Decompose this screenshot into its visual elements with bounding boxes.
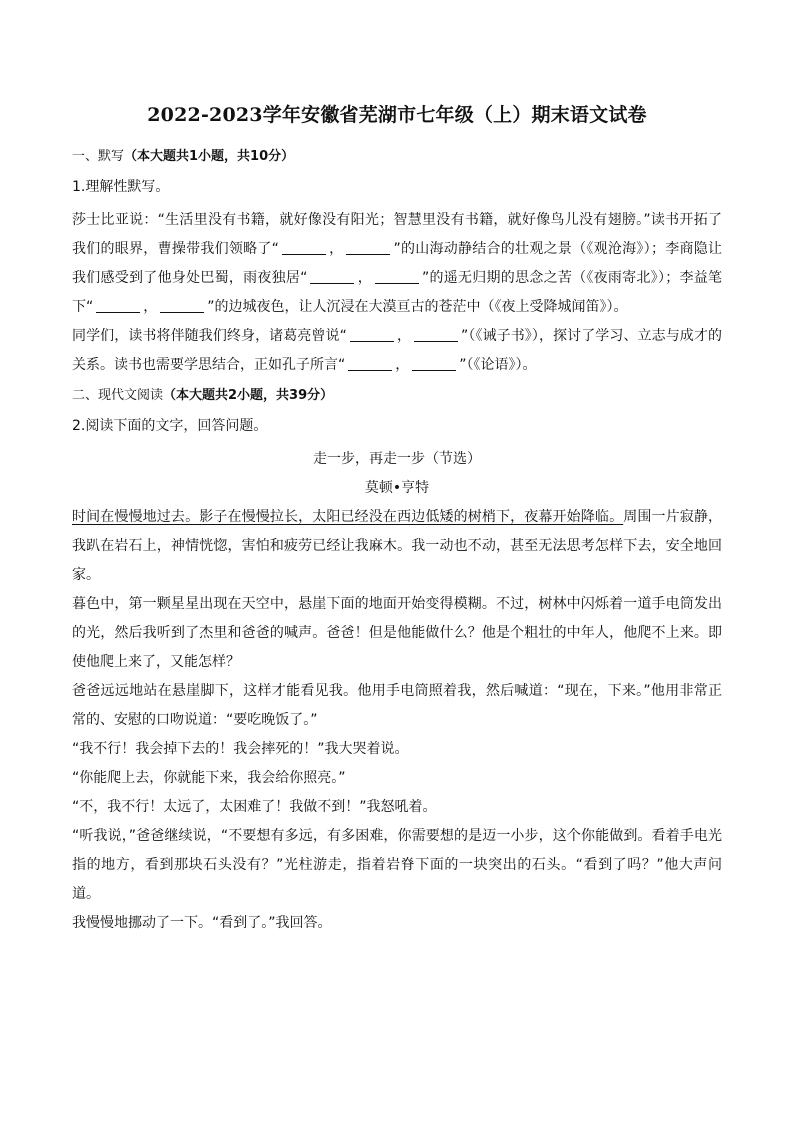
question-2-stem: 2.阅读下面的文字，回答问题。 [72,418,268,434]
answer-blank[interactable] [96,298,140,313]
section-1-heading [72,145,722,164]
q1-text: ”（《论语》）。 [459,357,537,373]
q1-text: ”的山海动静结合的壮观之景（《观沧海》）；李商隐让我们感受到了他身处巴蜀，雨夜独居“ [72,241,722,286]
question-1-paragraph-2 [72,322,722,380]
article-author: 莫顿•亨特 [364,480,430,496]
answer-blank[interactable] [348,356,392,371]
exam-page [72,100,722,938]
section-1-label: 一、默写 [72,149,125,164]
article-paragraph-7: “听我说，”爸爸继续说，“不要想有多远，有多困难，你需要想的是迈一小步，这个你能做到。看着手电光指的地方，看到那块石头没有？”光柱游走，指着岩脊下面的一块突出的石头。“看到了吗？”他大声问道。 [72,828,722,902]
q1-text: 同学们，读书将伴随我们终身，诸葛亮曾说“ [72,328,347,344]
q1-text: 莎士比亚说：“生活里没有书籍，就好像没有阳光；智慧里没有书籍，就好像鸟儿没有翅膀。”读书开拓了我们的眼界，曹操带我们领略了“ [72,212,722,257]
section-2-label: 二、现代文阅读 [72,388,164,403]
q1-text: ”的遥无归期的思念之苦（《夜雨寄北》）；李益笔下“ [72,270,722,315]
article-paragraph-4: “我不行！我会掉下去的！我会摔死的！”我大哭着说。 [72,741,409,757]
answer-blank[interactable] [346,240,390,255]
q1-text: ， [328,241,344,257]
answer-blank[interactable] [412,356,456,371]
section-1-detail: （本大题共1小题，共10分） [124,149,295,164]
article-paragraph-6: “不，我不行！太远了，太困难了！我做不到！”我怒吼着。 [72,799,437,815]
q1-text: ”（《诫子书》），探讨了学习、立志与成才的关系。读书也需要学思结合，正如孔子所言“ [72,328,722,373]
section-2-detail: （本大题共2小题，共39分） [163,388,334,403]
exam-title: 2022-2023学年安徽省芜湖市七年级（上）期末语文试卷 [147,104,647,126]
article-paragraph-2: 暮色中，第一颗星星出现在天空中，悬崖下面的地面开始变得模糊。不过，树林中闪烁着一道手电筒发出的光，然后我听到了杰里和爸爸的喊声。爸爸！但是他能做什么？他是个粗壮的中年人，他爬不上来。即使他爬上来了，又能怎样？ [72,596,722,670]
q1-text: ， [395,357,410,373]
q1-text: ， [143,299,158,315]
q1-text: ”的边城夜色，让人沉浸在大漠亘古的苍茫中（《夜上受降城闻笛》）。 [207,299,628,315]
answer-blank[interactable] [350,327,394,342]
section-2-heading [72,384,722,403]
article-paragraph-1 [72,503,722,590]
underlined-sentence: 时间在慢慢地过去。影子在慢慢拉长，太阳已经没在西边低矮的树梢下，夜幕开始降临。 [72,509,624,525]
answer-blank[interactable] [375,269,419,284]
article-paragraph-5: “你能爬上去，你就能下来，我会给你照亮。” [72,770,346,786]
q1-text: ， [357,270,372,286]
answer-blank[interactable] [160,298,204,313]
q1-text: ， [396,328,412,344]
answer-blank[interactable] [282,240,326,255]
article-paragraph-3: 爸爸远远地站在悬崖脚下，这样才能看见我。他用手电筒照着我，然后喊道：“现在，下来。”他用非常正常的、安慰的口吻说道：“要吃晚饭了。” [72,683,722,728]
question-1-paragraph-1 [72,206,722,322]
article-title: 走一步，再走一步（节选） [313,451,481,467]
paragraph-text: 周围一片寂静，我趴在岩石上，神情恍惚，害怕和疲劳已经让我麻木。我一动也不动，甚至无法思考怎样下去，安全地回家。 [72,509,723,583]
answer-blank[interactable] [414,327,458,342]
question-1-stem: 1.理解性默写。 [72,179,170,195]
answer-blank[interactable] [310,269,354,284]
article-paragraph-8: 我慢慢地挪动了一下。“看到了。”我回答。 [72,915,332,931]
